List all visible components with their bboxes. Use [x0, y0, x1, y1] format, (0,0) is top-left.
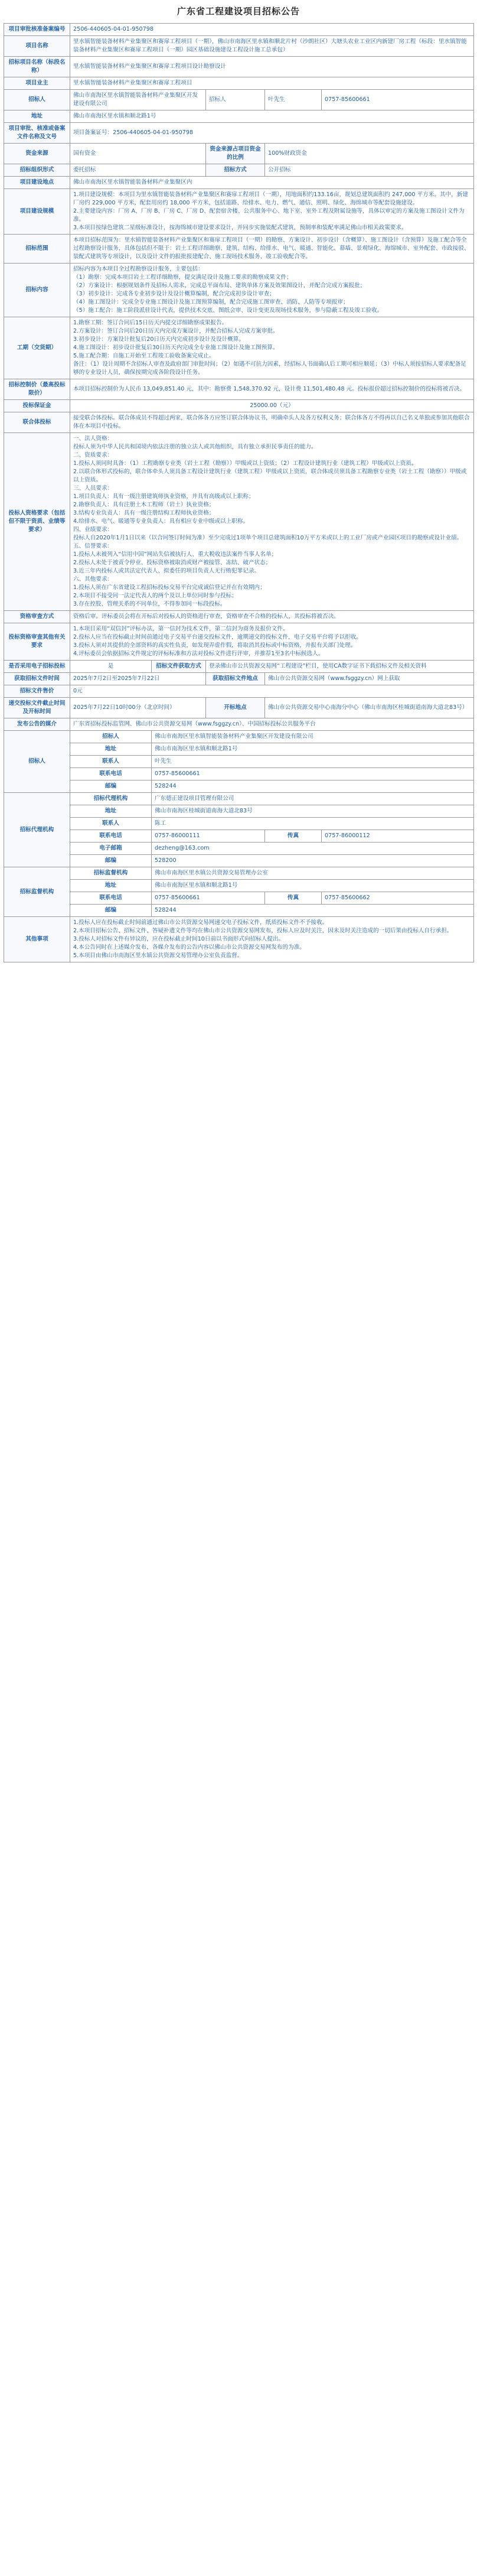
review-method-value: 资格后审。评标委员会将在开标后对投标人的资格进行审查，资格审查不合格的投标人，其投标将被否决。: [70, 611, 474, 623]
doc-get-place-label: 获取招标文件地点: [206, 673, 265, 685]
agency-contact-label: 联系人: [70, 818, 152, 830]
agency-section-label: 招标代理机构: [4, 793, 70, 867]
row-doc-get-time: [4, 673, 474, 685]
row-sub-project: [4, 57, 474, 77]
row-other-notes: [4, 917, 474, 962]
row-scope: [4, 235, 474, 264]
tenderer-contact: 叶先生: [265, 90, 322, 110]
org-form-value: 委托招标: [70, 164, 206, 177]
row-supervisor-post: [4, 905, 474, 917]
approval-value: 项目备案证号：2506-440605-04-01-950798: [70, 123, 474, 144]
bond-label: 投标保证金: [4, 400, 70, 412]
tenderer-address: 佛山市南海区里水镇和顺北路1号: [70, 110, 474, 123]
row-funding: [4, 144, 474, 164]
supervisor-section-label: 招标监督机构: [4, 867, 70, 917]
agency-phone-label: 联系电话: [70, 830, 152, 843]
tenderer-name-sub-label: 招标人: [70, 731, 152, 743]
project-name-label: 项目名称: [4, 36, 70, 57]
row-tenderer-phone: [4, 768, 474, 780]
funding-ratio-label: 资金来源占项目资金的比例: [206, 144, 265, 164]
tender-notice-table: [4, 23, 474, 962]
other-notes-value: 1.投标人应在投标截止时间前通过佛山市公共资源交易网递交电子投标文件，纸质投标文件不予接收。 2.本项目招标公告、招标文件、答疑补遗文件等均在佛山市公共资源交易网发布，投标人应及时关注，因未及时关注造成的一切后果由投标人自行承担。 3.投标人对招标文件有异议的，应在投标截止时间10日前以书面形式向招标人提出。 4.本公告同时在上述媒介发布，各媒介发布的公告内容以佛山市公共资源交易网发布的为准。 5.本项目由佛山市南海区里水镇公共资源交易管理办公室负责监督。: [70, 917, 474, 962]
agency-email[interactable]: dezheng@163.com: [152, 843, 474, 855]
period-label: 工期（交货期）: [4, 317, 70, 379]
supervisor-name: 佛山市南海区里水镇公共资源交易管理办公室: [152, 867, 474, 880]
project-name-value: 里水镇智能装备材料产业集聚区和赛扉工程项目（一期），佛山市南海区里水镇和顺北片村（沙朗社区）大塘头农业工业区内新建厂房工程（标段：里水镇智能装备材料产业集聚区和赛扉工程项目（一期）园区基础设施建设工程设计施工总承包）: [70, 36, 474, 57]
partner-label: 联合体投标: [4, 412, 70, 433]
approval-label: 项目审批、核准或备案文件名称及文号: [4, 123, 70, 144]
doc-get-place-value: 佛山市公共资源交易网（www.fsggzy.cn）网上获取: [265, 673, 474, 685]
supervisor-fax-label: 传真: [265, 892, 322, 905]
row-approval: [4, 123, 474, 144]
funding-source: 国有资金: [70, 144, 206, 164]
tenderer-name: 佛山市南海区里水镇智能装备材料产业集聚区开发建设有限公司: [70, 90, 206, 110]
agency-address-label: 地址: [70, 805, 152, 818]
org-form-label: 招标组织形式: [4, 164, 70, 177]
row-agency-post: [4, 855, 474, 867]
supervisor-phone-label: 联系电话: [70, 892, 152, 905]
supervisor-phone: 0757-85600661: [152, 892, 265, 905]
row-scale: [4, 189, 474, 235]
owner-label: 项目业主: [4, 77, 70, 90]
tender-method-label: 招标方式: [206, 164, 265, 177]
agency-phone: 0757-86000111: [152, 830, 265, 843]
agency-name-label: 招标代理机构: [70, 793, 152, 805]
open-place-label: 开标地点: [206, 698, 265, 718]
row-max-price: [4, 379, 474, 400]
row-agency-name: [4, 793, 474, 805]
row-review-method: [4, 611, 474, 623]
scale-value: 1.项目建设规模：本项目为里水镇智能装备材料产业集聚区和赛扉工程项目（一期），用地面积约133.16亩，规划总建筑面积约 247,000 平方米。其中，新建厂房约 229,000 平方米，配套用房约 18,000 平方米，包括道路、给排水、电力、燃气、通信、照明、绿化、海绵城市等配套设施建设。 2.主要建设内容：厂房 A、厂房 B、厂房 C、厂房 D、配套宿舍楼、公共服务中心、地下室、室外工程及附属设施等，具体以审定的方案及施工图设计文件为准。 3.本项目按绿色建筑二星级标准设计，按海绵城市建设要求设计，并同步实施装配式建筑，预制率和装配率满足佛山市相关政策要求。: [70, 189, 474, 235]
period-value: 1.勘察工期：签订合同后15日历天内提交详细勘察成果报告。 2.方案设计：签订合同后20日历天内完成方案设计，并配合招标人完成方案审批。 3.初步设计：方案设计批复后20日历天内完成初步设计及设计概算。 4.施工图设计：初步设计批复后30日历天内完成全专业施工图设计及施工图预算。 5.施工配合期：自施工开始至工程竣工验收备案完成止。 备注：（1）设计周期不含招标人审查及政府部门审批时间；（2）如遇不可抗力因素，经招标人书面确认后工期可相应顺延；（3）中标人须按招标人要求配备足够的专业设计人员，确保按期完成各阶段设计任务。: [70, 317, 474, 379]
doc-price-label: 招标文件售价: [4, 685, 70, 698]
partner-value: 接受联合体投标。联合体成员不得超过两家，联合体各方应签订联合体协议书，明确牵头人及各方权利义务；联合体各方不得再以自己名义单独或参加其他联合体在本项目中投标。: [70, 412, 474, 433]
open-time-value: 2025年7月22日10时00分（北京时间）: [70, 698, 206, 718]
notice-page: [4, 5, 473, 962]
row-other-req: [4, 623, 474, 661]
page-title: 广东省工程建设项目招标公告: [177, 6, 300, 17]
notice-media-label: 发布公告的媒介: [4, 718, 70, 731]
row-tenderer: [4, 90, 474, 110]
project-code-label: 项目审批核准备案编号: [4, 24, 70, 36]
max-price-label: 招标控制价（最高投标限价）: [4, 379, 70, 400]
supervisor-address: 佛山市南海区里水镇和顺北路1号: [152, 880, 474, 892]
open-time-label: 递交投标文件截止时间及开标时间: [4, 698, 70, 718]
row-tender-content: [4, 264, 474, 317]
row-tenderer-post: [4, 780, 474, 793]
tenderer-section-label: 招标人: [4, 731, 70, 793]
tenderer-contact-label: 联系人: [70, 756, 152, 768]
row-doc-price: [4, 685, 474, 698]
funding-ratio: 100%财政资金: [265, 144, 474, 164]
agency-fax-label: 传真: [265, 830, 322, 843]
scale-label: 项目建设规模: [4, 189, 70, 235]
row-supervisor-address: [4, 880, 474, 892]
doc-get-time-value: 2025年7月2日至2025年7月22日: [70, 673, 206, 685]
other-req-value: 1.本项目采用“双信封”评标办法，第一信封为技术文件，第二信封为商务及报价文件。 2.投标人应当在投标截止时间前通过电子交易平台递交投标文件，逾期递交的投标文件，电子交易平台将予以拒收。 3.投标人须对其提供的全部资料的真实性负责，如发现弄虚作假，将取消其投标或中标资格，并报有关部门处理。 4.评标委员会依据招标文件规定的评标标准和方法对投标文件进行评审，并推荐1至3名中标候选人。: [70, 623, 474, 661]
scope-label: 招标范围: [4, 235, 70, 264]
row-agency-email: [4, 843, 474, 855]
tender-content-value: 招标内容为本项目全过程勘察设计服务，主要包括： （1）勘察：完成本项目岩土工程详细勘察，提交满足设计及施工要求的勘察成果文件； （2）方案设计：根据规划条件及招标人需求，完成总平面布局、建筑单体方案及效果图设计，并配合完成方案报批； （3）初步设计：完成各专业初步设计及设计概算编制，配合完成初步设计审查； （4）施工图设计：完成全专业施工图设计及施工图预算编制，配合完成施工图审查、消防、人防等专项报审； （5）施工配合：施工阶段派驻设计代表，提供技术交底、图纸会审、设计变更及现场技术服务，参与隐蔽工程及竣工验收。: [70, 264, 474, 317]
agency-fax: 0757-86000112: [322, 830, 474, 843]
row-project-name: [4, 36, 474, 57]
row-tenderer-addr: [4, 743, 474, 756]
notice-media-value: 广东省招标投标监管网、佛山市公共资源交易网（www.fsggzy.cn）、中国招标投标公共服务平台: [70, 718, 474, 731]
row-location: [4, 177, 474, 189]
row-agency-contact: [4, 818, 474, 830]
agency-post-label: 邮编: [70, 855, 152, 867]
tender-content-label: 招标内容: [4, 264, 70, 317]
tenderer-phone: 0757-85600661: [322, 90, 474, 110]
row-agency-address: [4, 805, 474, 818]
row-period: [4, 317, 474, 379]
row-bidder-req: [4, 433, 474, 611]
agency-contact: 陈工: [152, 818, 474, 830]
tenderer-section-name: 佛山市南海区里水镇智能装备材料产业集聚区开发建设有限公司: [152, 731, 474, 743]
supervisor-address-label: 地址: [70, 880, 152, 892]
project-code-value: 2506-440605-04-01-950798: [70, 24, 474, 36]
address-label: 地址: [4, 110, 70, 123]
row-supervisor-phone: [4, 892, 474, 905]
row-tenderer-contact: [4, 756, 474, 768]
scope-value: 本项目招标范围为：里水镇智能装备材料产业集聚区和赛扉工程项目（一期）的勘察、方案设计、初步设计（含概算）、施工图设计（含预算）及施工配合等全过程勘察设计服务，具体包括但不限于：岩土工程详细勘察、建筑、结构、给排水、电气、暖通、智能化、幕墙、景观绿化、海绵城市、室外配套、市政接驳、装配式建筑等专项设计，以及设计文件的报批报建配合、施工现场技术服务、竣工验收配合等。: [70, 235, 474, 264]
bidder-req-value: 一、法人资格： 投标人须为中华人民共和国境内依法注册的独立法人或其他组织，具有独立承担民事责任的能力。 二、资质要求： 1.投标人须同时具备：（1）工程勘察专业类（岩土工程（勘察））甲级或以上资质；（2）工程设计建筑行业（建筑工程）甲级或以上资质。 2.以联合体形式投标的，联合体牵头人须具备工程设计建筑行业（建筑工程）甲级或以上资质，联合体成员须具备工程勘察专业类（岩土工程（勘察））甲级或以上资质。 三、人员要求： 1.项目负责人：具有一级注册建筑师执业资格，并具有高级或以上职称； 2.勘察负责人：具有注册土木工程师（岩土）执业资格； 3.结构专业负责人：具有一级注册结构工程师执业资格； 4.给排水、电气、暖通等专业负责人：具有相应专业中级或以上职称。 四、业绩要求： 投标人自2020年1月1日以来（以合同签订时间为准）至少完成过1项单个项目总建筑面积10万平方米或以上的工业厂房或产业园区项目的勘察或设计业绩。 五、信誉要求： 1.投标人未被列入“信用中国”网站失信被执行人、重大税收违法案件当事人名单； 2.投标人未处于被责令停业、投标资格被取消或财产被接管、冻结、破产状态； 3.近三年内投标人或其法定代表人、拟委任的项目负责人无行贿犯罪记录。 六、其他要求： 1.投标人须在广东省建设工程招标投标交易平台完成诚信登记并在有效期内； 2.本项目不接受同一法定代表人的两个及以上单位同时参与投标； 3.存在控股、管理关系的不同单位，不得参加同一标段投标。: [70, 433, 474, 611]
max-price-value: 本项目招标控制价为人民币 13,049,851.40 元，其中：勘察费 1,548,370.92 元，设计费 11,501,480.48 元。投标报价超过招标控制价的投标将被否决。: [70, 379, 474, 400]
row-project-code: [4, 24, 474, 36]
other-notes-label: 其他事项: [4, 917, 70, 962]
row-tenderer-address: [4, 110, 474, 123]
tenderer-section-contact: 叶先生: [152, 756, 474, 768]
tenderer-label: 招标人: [4, 90, 70, 110]
tender-method-value: 公开招标: [265, 164, 474, 177]
review-method-label: 资格审查方式: [4, 611, 70, 623]
row-notice-media: [4, 718, 474, 731]
sub-project-value: 里水镇智能装备材料产业集聚区和赛扉工程项目设计勘察设计: [70, 57, 474, 77]
row-supervisor-name: [4, 867, 474, 880]
other-req-label: 投标资格审查其他有关要求: [4, 623, 70, 661]
funding-label: 资金来源: [4, 144, 70, 164]
doc-price-value: 0元: [70, 685, 474, 698]
row-e-tender: [4, 661, 474, 673]
row-owner: [4, 77, 474, 90]
location-label: 项目建设地点: [4, 177, 70, 189]
agency-email-label: 电子邮箱: [70, 843, 152, 855]
location-value: 佛山市南海区里水镇智能装备材料产业集聚区内: [70, 177, 474, 189]
row-bond: [4, 400, 474, 412]
doc-get-time-label: 获取招标文件时间: [4, 673, 70, 685]
supervisor-fax: 0757-85600662: [322, 892, 474, 905]
supervisor-post-label: 邮编: [70, 905, 152, 917]
bond-value: 25000.00（元）: [70, 400, 474, 412]
tenderer-post-label: 邮编: [70, 780, 152, 793]
row-open-time: [4, 698, 474, 718]
e-tender-value: 是: [70, 661, 152, 673]
sub-project-label: 招标项目名称（标段名称）: [4, 57, 70, 77]
open-place-value: 佛山市公共资源交易中心南海分中心（佛山市南海区桂城街道南海大道北83号）: [265, 698, 474, 718]
row-agency-phone: [4, 830, 474, 843]
agency-name: 广东德正建设项目管理有限公司: [152, 793, 474, 805]
supervisor-post: 528244: [152, 905, 474, 917]
doc-get-method-value: 登录佛山市公共资源交易网“工程建设”栏目，使用CA数字证书下载招标文件及相关资料: [206, 661, 474, 673]
tenderer-phone-label: 联系电话: [70, 768, 152, 780]
row-partner: [4, 412, 474, 433]
row-tenderer-section: [4, 731, 474, 743]
doc-get-method-label: 招标文件获取方式: [152, 661, 206, 673]
owner-value: 里水镇智能装备材料产业集聚区和赛扉工程项目: [70, 77, 474, 90]
agency-address: 佛山市南海区桂城街道南海大道北83号: [152, 805, 474, 818]
tenderer-role: 招标人: [206, 90, 265, 110]
agency-post: 528200: [152, 855, 474, 867]
tenderer-section-post: 528244: [152, 780, 474, 793]
bidder-req-label: 投标人资格要求（包括但不限于资质、业绩等要求）: [4, 433, 70, 611]
row-org-form: [4, 164, 474, 177]
supervisor-name-label: 招标监督机构: [70, 867, 152, 880]
tenderer-section-phone: 0757-85600661: [152, 768, 474, 780]
e-tender-label: 是否采用电子招标投标: [4, 661, 70, 673]
tenderer-section-address: 佛山市南海区里水镇和顺北路1号: [152, 743, 474, 756]
tenderer-addr-label: 地址: [70, 743, 152, 756]
